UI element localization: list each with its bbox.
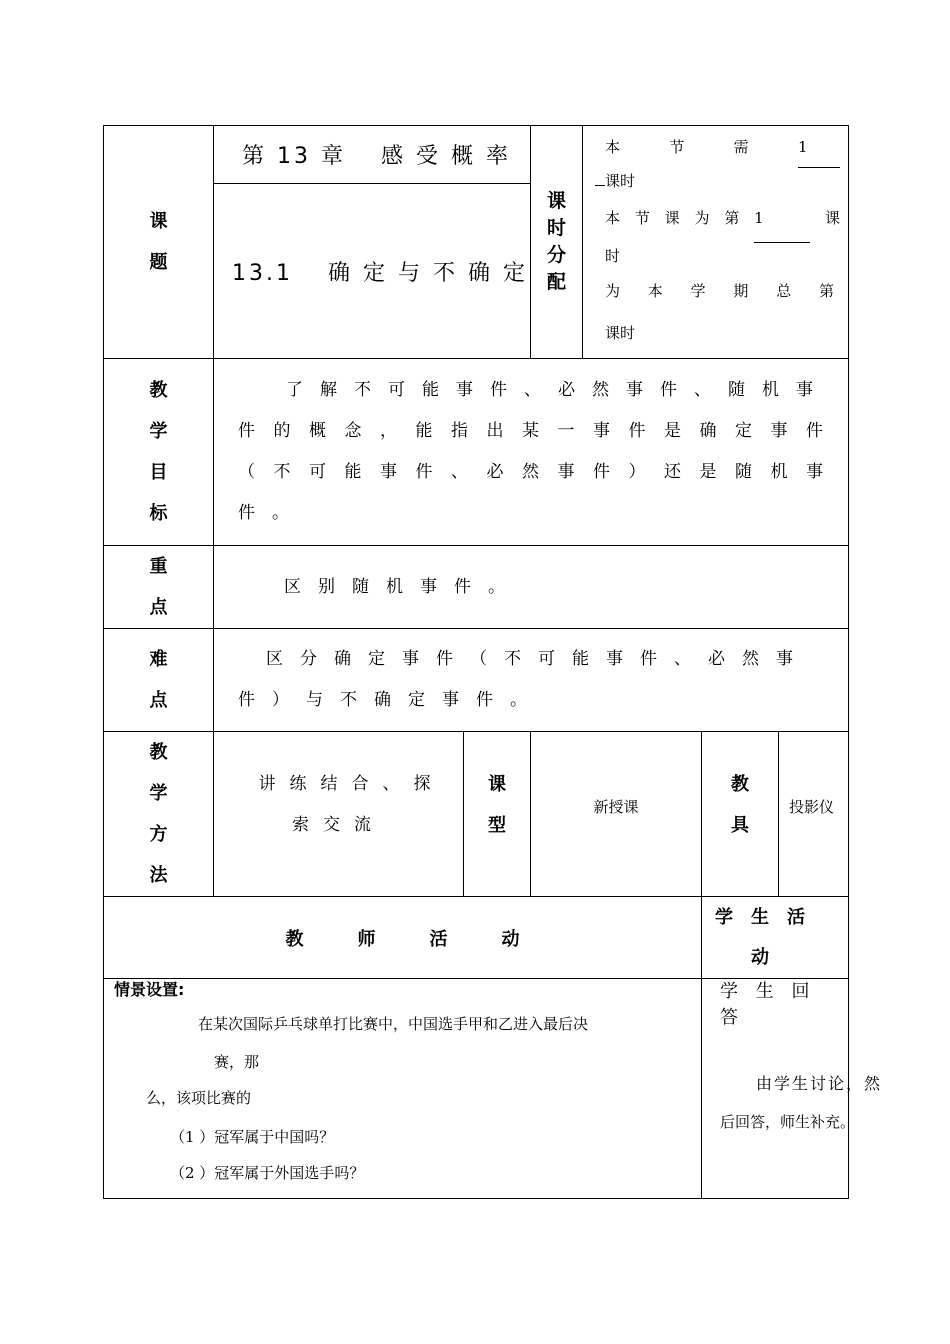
key-label: 重 点 [104,546,214,629]
hours-line1-cont: 课时 [595,168,840,194]
type-label: 课 型 [464,732,531,897]
scene-line2: 赛，那 [214,1053,260,1071]
scene-title: 情景设置: [114,980,185,999]
method-label: 教 学 方 法 [104,732,214,897]
hours-total-value: 1 [798,128,840,168]
question-2: （2 ）冠军属于外国选手吗？ [170,1164,365,1182]
question-1: （1 ）冠军属于中国吗？ [170,1128,335,1146]
difficulty-text: 区分确定事件（不可能事件、必然事 件）与不确定事件。 [214,629,849,732]
hours-line3-cont: 课时 [605,324,636,342]
chapter-title: 第 13 章 感 受 概 率 [214,126,531,184]
hours-line1: 本节需1 [605,128,840,168]
lesson-title: 13.1 确 定 与 不 确 定 [214,184,531,359]
tools-label: 教 具 [702,732,779,897]
student-activity-header: 学 生 活 动 [702,897,849,979]
tools-value: 投影仪 [779,732,849,897]
teacher-activity-header: 教 师 活 动 [104,897,702,979]
hours-line2-cont: 时 [605,247,621,265]
goal-label: 教 学 目 标 [104,359,214,546]
method-text: 讲练结合、探 索交流 [214,732,464,897]
hours-label: 课 时 分 配 [531,126,583,359]
subject-label: 课 题 [104,126,214,359]
lesson-plan-table [103,125,883,1199]
hours-cell [583,126,849,359]
goal-text: 了解不可能事件、必然事件、随机事 件的概念，能指出某一事件是确定事件 （不可能事件、必然事件）还是随机事 件。 [214,359,849,546]
student-activity-content: 学 生 回 答 由学生讨论，然 后回答，师生补充。 [702,979,849,1199]
scene-line1: 在某次国际乒乓球单打比赛中，中国选手甲和乙进入最后决 [198,1015,589,1033]
hours-current-value: 1 [754,194,810,243]
hours-line2: 本节课为第1 课 [605,194,840,243]
hours-line3: 为本学期总第 [605,282,841,300]
scene-line3: 么，该项比赛的 [146,1089,252,1107]
type-value: 新授课 [531,732,702,897]
difficulty-label: 难 点 [104,629,214,732]
teacher-activity-content [104,979,702,1199]
key-text: 区别随机事件。 [214,546,849,629]
